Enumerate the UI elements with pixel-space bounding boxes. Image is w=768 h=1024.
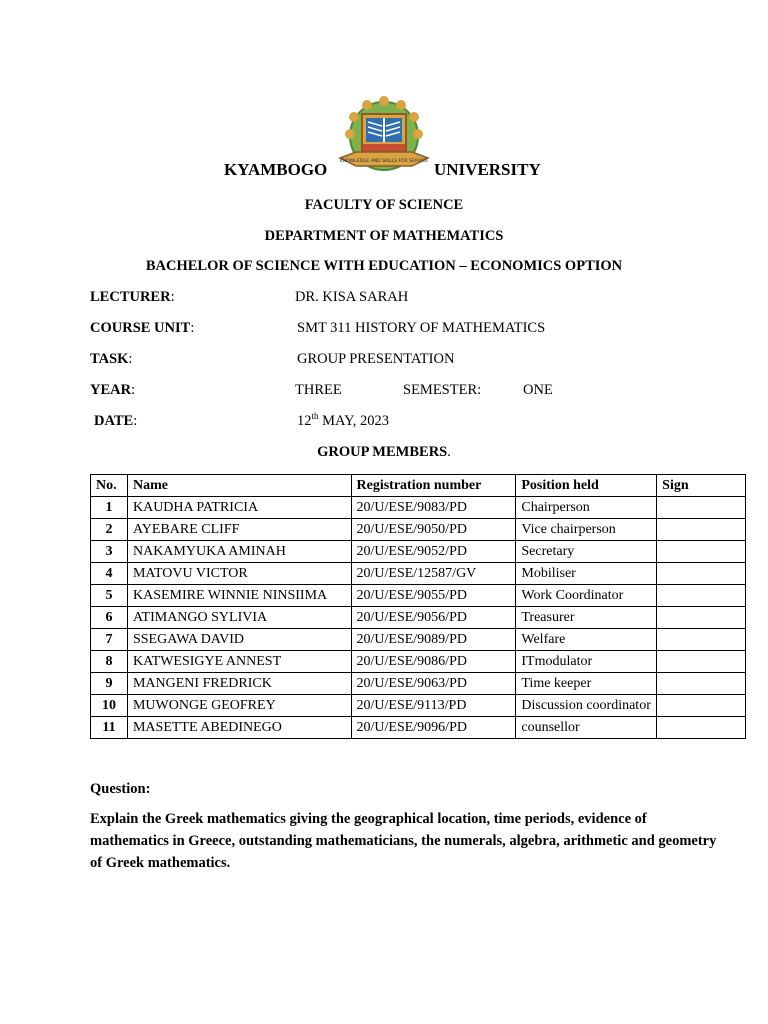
cell-sign <box>657 585 746 607</box>
cell-registration: 20/U/ESE/12587/GV <box>351 563 516 585</box>
cell-sign <box>657 497 746 519</box>
course-unit-label: COURSE UNIT: <box>90 320 195 336</box>
table-row <box>91 497 746 519</box>
cell-position: Chairperson <box>516 497 657 519</box>
table-row <box>91 673 746 695</box>
cell-registration: 20/U/ESE/9052/PD <box>351 541 516 563</box>
lecturer-value: DR. KISA SARAH <box>295 289 409 305</box>
table-row <box>91 629 746 651</box>
cell-sign <box>657 629 746 651</box>
cell-position: Work Coordinator <box>516 585 657 607</box>
cell-position: Discussion coordinator <box>516 695 657 717</box>
table-row <box>91 519 746 541</box>
date-label: DATE: <box>94 413 138 429</box>
semester-label: SEMESTER: <box>403 382 482 398</box>
date-value: 12th MAY, 2023 <box>297 411 390 429</box>
cell-no: 3 <box>91 541 128 563</box>
cell-position: Vice chairperson <box>516 519 657 541</box>
task-value: GROUP PRESENTATION <box>297 351 455 367</box>
table-row <box>91 541 746 563</box>
header-no: No. <box>91 475 128 497</box>
cell-registration: 20/U/ESE/9113/PD <box>351 695 516 717</box>
header-name: Name <box>127 475 351 497</box>
cell-sign <box>657 519 746 541</box>
table-row <box>91 695 746 717</box>
cell-name: KASEMIRE WINNIE NINSIIMA <box>127 585 351 607</box>
department-heading: DEPARTMENT OF MATHEMATICS <box>264 228 504 244</box>
cell-no: 6 <box>91 607 128 629</box>
cell-registration: 20/U/ESE/9086/PD <box>351 651 516 673</box>
cell-name: KAUDHA PATRICIA <box>127 497 351 519</box>
cell-registration: 20/U/ESE/9055/PD <box>351 585 516 607</box>
question-text: Explain the Greek mathematics giving the geographical location, time periods, evidence of mathematics in Greece, outstanding mathematicians, the numerals, algebra, arithmetic and geometry of Greek mathematics. <box>90 811 717 871</box>
semester-value: ONE <box>523 382 553 398</box>
header-sign: Sign <box>657 475 746 497</box>
cell-registration: 20/U/ESE/9056/PD <box>351 607 516 629</box>
table-row <box>91 717 746 739</box>
course-unit-value: SMT 311 HISTORY OF MATHEMATICS <box>297 320 546 336</box>
cell-name: MUWONGE GEOFREY <box>127 695 351 717</box>
cell-name: ATIMANGO SYLIVIA <box>127 607 351 629</box>
cell-no: 11 <box>91 717 128 739</box>
cell-position: Treasurer <box>516 607 657 629</box>
cell-position: Mobiliser <box>516 563 657 585</box>
cell-sign <box>657 717 746 739</box>
cell-position: Secretary <box>516 541 657 563</box>
cell-sign <box>657 541 746 563</box>
cell-name: NAKAMYUKA AMINAH <box>127 541 351 563</box>
question-label: Question: <box>90 781 151 797</box>
table-row <box>91 651 746 673</box>
faculty-heading: FACULTY OF SCIENCE <box>304 197 464 213</box>
cell-name: MATOVU VICTOR <box>127 563 351 585</box>
university-name-left: KYAMBOGO <box>224 160 328 179</box>
cell-sign <box>657 695 746 717</box>
cell-registration: 20/U/ESE/9063/PD <box>351 673 516 695</box>
year-label: YEAR: <box>90 382 136 398</box>
table-row <box>91 585 746 607</box>
table-row <box>91 607 746 629</box>
cell-no: 2 <box>91 519 128 541</box>
cell-sign <box>657 607 746 629</box>
table-row <box>91 563 746 585</box>
programme-heading: BACHELOR OF SCIENCE WITH EDUCATION – ECONOMICS OPTION <box>145 258 623 274</box>
university-name-right: UNIVERSITY <box>434 160 541 179</box>
cell-position: ITmodulator <box>516 651 657 673</box>
cell-name: SSEGAWA DAVID <box>127 629 351 651</box>
cell-no: 8 <box>91 651 128 673</box>
header-registration: Registration number <box>351 475 516 497</box>
cell-sign <box>657 673 746 695</box>
lecturer-label: LECTURER: <box>90 289 175 305</box>
cell-no: 7 <box>91 629 128 651</box>
year-value: THREE <box>295 382 342 398</box>
cell-no: 5 <box>91 585 128 607</box>
task-label: TASK: <box>90 351 133 367</box>
cell-registration: 20/U/ESE/9089/PD <box>351 629 516 651</box>
cell-no: 9 <box>91 673 128 695</box>
cell-registration: 20/U/ESE/9096/PD <box>351 717 516 739</box>
cell-position: counsellor <box>516 717 657 739</box>
group-members-table <box>90 474 746 739</box>
cell-registration: 20/U/ESE/9083/PD <box>351 497 516 519</box>
university-crest-logo <box>338 92 430 184</box>
table-header-row <box>91 475 746 497</box>
cell-no: 10 <box>91 695 128 717</box>
cell-sign <box>657 651 746 673</box>
cell-name: MASETTE ABEDINEGO <box>127 717 351 739</box>
cell-position: Welfare <box>516 629 657 651</box>
cell-no: 1 <box>91 497 128 519</box>
cell-no: 4 <box>91 563 128 585</box>
cell-name: AYEBARE CLIFF <box>127 519 351 541</box>
cell-sign <box>657 563 746 585</box>
header-position: Position held <box>516 475 657 497</box>
logo-motto: KNOWLEDGE AND SKILLS FOR SERVICE <box>339 159 429 164</box>
cell-position: Time keeper <box>516 673 657 695</box>
cell-registration: 20/U/ESE/9050/PD <box>351 519 516 541</box>
cell-name: KATWESIGYE ANNEST <box>127 651 351 673</box>
cell-name: MANGENI FREDRICK <box>127 673 351 695</box>
group-members-title: GROUP MEMBERS. <box>317 444 451 460</box>
